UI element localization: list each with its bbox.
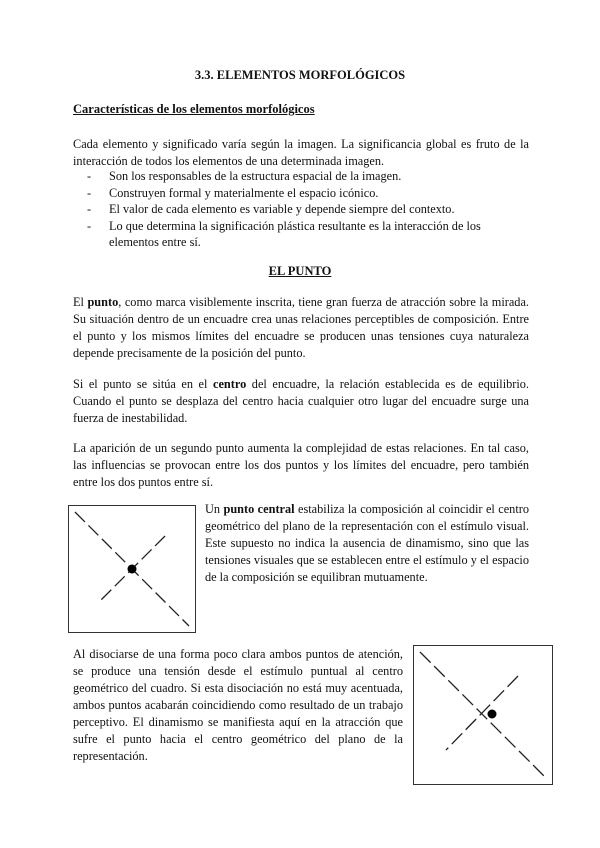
section-title: EL PUNTO bbox=[268, 264, 332, 278]
diagonal-line bbox=[420, 652, 546, 778]
page-title: 3.3. ELEMENTOS MORFOLÓGICOS bbox=[194, 68, 406, 82]
list-item: - Construyen formal y materialmente el espacio icónico. bbox=[87, 185, 379, 200]
paragraph-centro: Si el punto se sitúa en el centro del encuadre, la relación establecida es de equilibrio. Cuando el punto se desplaza del centro hacia cualquier otro lugar del encuadre surge una fuerza de inestabilidad. bbox=[73, 377, 529, 425]
figure-central-point bbox=[68, 505, 196, 633]
list-item: - Lo que determina la significación plástica resultante es la interacción de los elementos entre sí. bbox=[87, 218, 481, 249]
list-item: - El valor de cada elemento es variable y depende siempre del contexto. bbox=[87, 202, 455, 216]
bullet-marker: - bbox=[87, 218, 92, 233]
paragraph-punto: El punto, como marca visiblemente inscrita, tiene gran fuerza de atracción sobre la mirada. Su situación dentro de un encuadre crea unas relaciones perceptibles de composición. Entre el punto y los mismos límites del encuadre se producen unas tensiones cuya naturaleza depende precisamente de la posición del punto. bbox=[73, 295, 529, 360]
paragraph-disociacion: Al disociarse de una forma poco clara ambos puntos de atención, se produce una tensión desde el estímulo puntual al centro geométrico del cuadro. Si esta disociación no está muy acentuada, ambos puntos acabarán coincidiendo como resultado de un trabajo perceptivo. El dinamismo se manifiesta aquí en la atracción que sufre el punto hacia el centro geométrico del plano de la representación. bbox=[73, 647, 403, 763]
paragraph-punto-central: Un punto central estabiliza la composición al coincidir el centro geométrico del plano de la representación con el estímulo visual. Este supuesto no indica la ausencia de dinamismo, sino que las tensiones visuales que se establecen entre el estímulo y el espacio de la composición se equilibran mutuamente. bbox=[205, 502, 529, 584]
bullet-marker: - bbox=[87, 169, 92, 183]
central-point-dot bbox=[128, 565, 137, 574]
bullet-list bbox=[73, 168, 529, 251]
list-item: - Son los responsables de la estructura espacial de la imagen. bbox=[87, 169, 402, 183]
bullet-marker: - bbox=[87, 185, 92, 200]
paragraph-segundo-punto: La aparición de un segundo punto aumenta la complejidad de estas relaciones. En tal caso, las influencias se provocan entre los dos puntos y los límites del encuadre, pero también entre los dos puntos entre sí. bbox=[73, 441, 529, 489]
displaced-point-dot bbox=[488, 710, 497, 719]
intro-paragraph: Cada elemento y significado varía según la imagen. La significancia global es fruto de la interacción de todos los elementos de una determinada imagen. bbox=[73, 137, 529, 168]
bullet-marker: - bbox=[87, 202, 92, 216]
subheading: Características de los elementos morfológicos bbox=[73, 102, 315, 116]
figure-displaced-point bbox=[413, 645, 553, 785]
